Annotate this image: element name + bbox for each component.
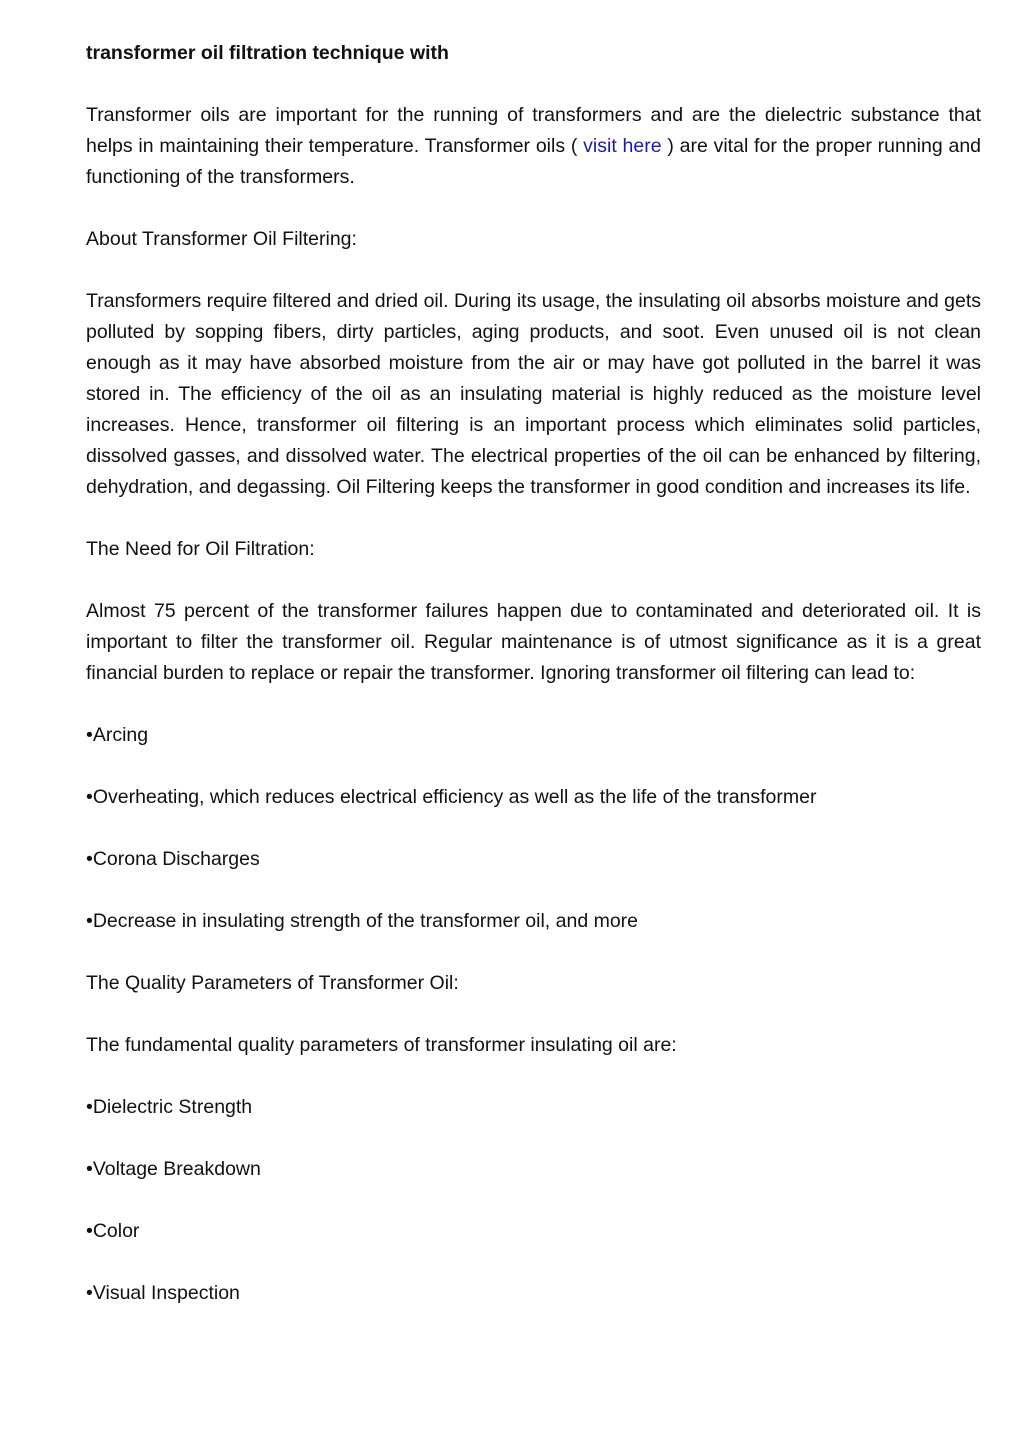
bullet-item: •Dielectric Strength (86, 1096, 253, 1118)
bullet-item: •Visual Inspection (86, 1282, 240, 1304)
bullet-item: •Corona Discharges (86, 848, 260, 870)
document-title: transformer oil filtration technique with (86, 42, 449, 64)
bullet-item: •Overheating, which reduces electrical efficiency as well as the life of the transformer (86, 786, 817, 808)
heading-about-filtering: About Transformer Oil Filtering: (86, 228, 357, 250)
bullet-item: •Voltage Breakdown (86, 1158, 261, 1180)
about-filtering-paragraph: Transformers require filtered and dried oil. During its usage, the insulating oil absorbs moisture and gets polluted by sopping fibers, dirty particles, aging products, and soot. Even unused oil is not clean enough as it may have absorbed moisture from the air or may have got polluted in the barrel it was stored in. The efficiency of the oil as an insulating material is highly reduced as the moisture level increases. Hence, transformer oil filtering is an important process which eliminates solid particles, dissolved gasses, and dissolved water. The electrical properties of the oil can be enhanced by filtering, dehydration, and degassing. Oil Filtering keeps the transformer in good condition and increases its life. (86, 290, 981, 498)
bullet-item: •Arcing (86, 724, 149, 746)
bullet-item: •Color (86, 1220, 140, 1242)
quality-parameters-paragraph: The fundamental quality parameters of transformer insulating oil are: (86, 1034, 677, 1056)
intro-paragraph (86, 100, 981, 193)
document-page (86, 38, 981, 1340)
bullet-item: •Decrease in insulating strength of the transformer oil, and more (86, 910, 639, 932)
visit-here-link[interactable]: visit here (583, 135, 662, 157)
heading-need-filtration: The Need for Oil Filtration: (86, 538, 315, 560)
heading-quality-parameters: The Quality Parameters of Transformer Oil: (86, 972, 459, 994)
need-filtration-paragraph: Almost 75 percent of the transformer failures happen due to contaminated and deteriorated oil. It is important to filter the transformer oil. Regular maintenance is of utmost significance as it is a great financial burden to replace or repair the transformer. Ignoring transformer oil filtering can lead to: (86, 600, 981, 684)
intro-text-after-link: ) are vital for the proper running and functioning of the transformers. (86, 135, 982, 188)
intro-text-before-link: Transformer oils are important for the running of transformers and are the dielectric substance that helps in maintaining their temperature. Transformer oils ( (86, 104, 981, 157)
